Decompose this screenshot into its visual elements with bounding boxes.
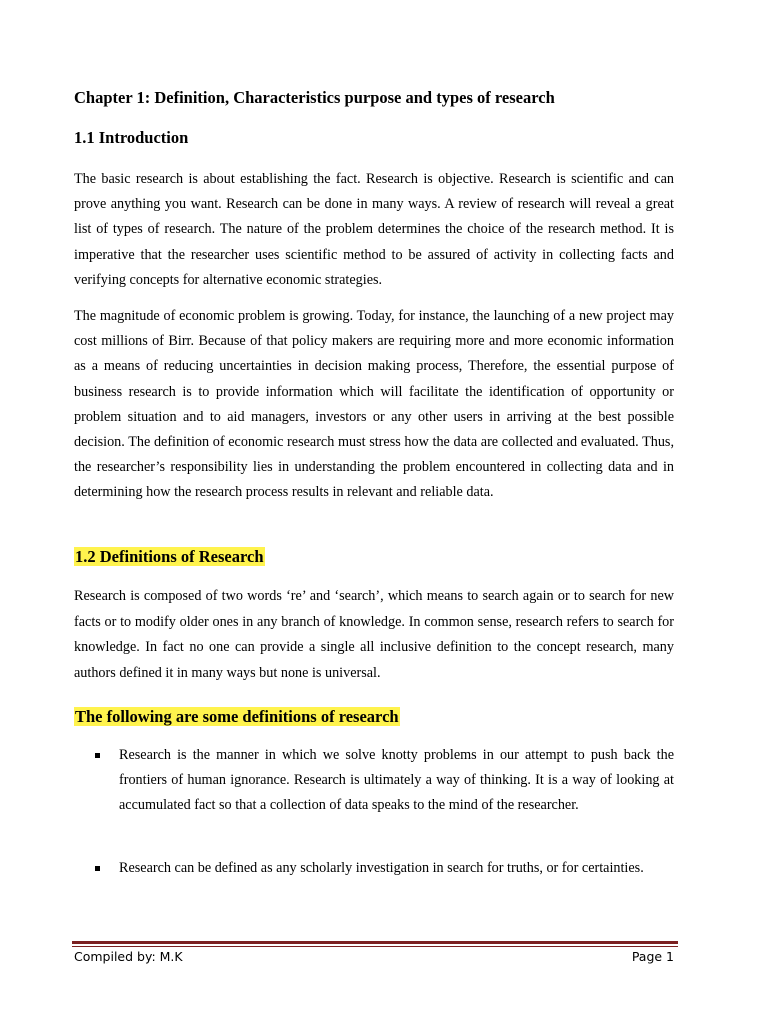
list-item-text: Research can be defined as any scholarly investigation in search for truths, or for certainties. bbox=[119, 860, 644, 876]
footer-compiled-by: Compiled by: M.K bbox=[74, 949, 183, 964]
definitions-list-continued bbox=[74, 856, 674, 881]
square-bullet-icon bbox=[95, 866, 100, 871]
section-heading-definitions bbox=[74, 547, 265, 567]
highlighted-heading-text: The following are some definitions of research bbox=[75, 707, 399, 726]
chapter-title: Chapter 1: Definition, Characteristics purpose and types of research bbox=[74, 88, 555, 107]
list-item-text: Research is the manner in which we solve knotty problems in our attempt to push back the frontiers of human ignorance. Research is ultimately a way of thinking. It is a way of looking at accumulated fact so that a collection of data speaks to the mind of the researcher. bbox=[119, 747, 674, 814]
list-item bbox=[74, 743, 674, 819]
footer-page-number: Page 1 bbox=[631, 949, 674, 964]
footer-divider-thin bbox=[72, 946, 678, 947]
section-heading-some-definitions bbox=[74, 707, 400, 727]
intro-paragraph-1: The basic research is about establishing the fact. Research is objective. Research is scientific and can prove anything you want. Research can be done in many ways. A review of research will reveal a great list of types of research. The nature of the problem determines the choice of the research method. It is imperative that the researcher uses scientific method to be assured of activity in collecting facts and verifying concepts for alternative economic strategies. bbox=[74, 171, 674, 288]
section-heading-introduction: 1.1 Introduction bbox=[74, 128, 189, 147]
intro-paragraph-2: The magnitude of economic problem is growing. Today, for instance, the launching of a new project may cost millions of Birr. Because of that policy makers are requiring more and more economic information as a means of reducing uncertainties in decision making process, Therefore, the essential purpose of business research is to provide information which will facilitate the identification of opportunity or problem situation and to aid managers, investors or any other users in arriving at the best possible decision. The definition of economic research must stress how the data are collected and evaluated. Thus, the researcher’s responsibility lies in understanding the problem encountered in collecting data and in determining how the research process results in relevant and reliable data. bbox=[74, 308, 674, 501]
square-bullet-icon bbox=[95, 753, 100, 758]
list-item bbox=[74, 856, 674, 881]
highlighted-heading-text: 1.2 Definitions of Research bbox=[75, 547, 264, 566]
definitions-paragraph: Research is composed of two words ‘re’ and ‘search’, which means to search again or to search for new facts or to modify older ones in any branch of knowledge. In common sense, research refers to search for knowledge. In fact no one can provide a single all inclusive definition to the concept research, many authors defined it in many ways but none is universal. bbox=[74, 588, 674, 681]
definitions-list bbox=[74, 743, 674, 819]
footer-divider-thick bbox=[72, 941, 678, 944]
